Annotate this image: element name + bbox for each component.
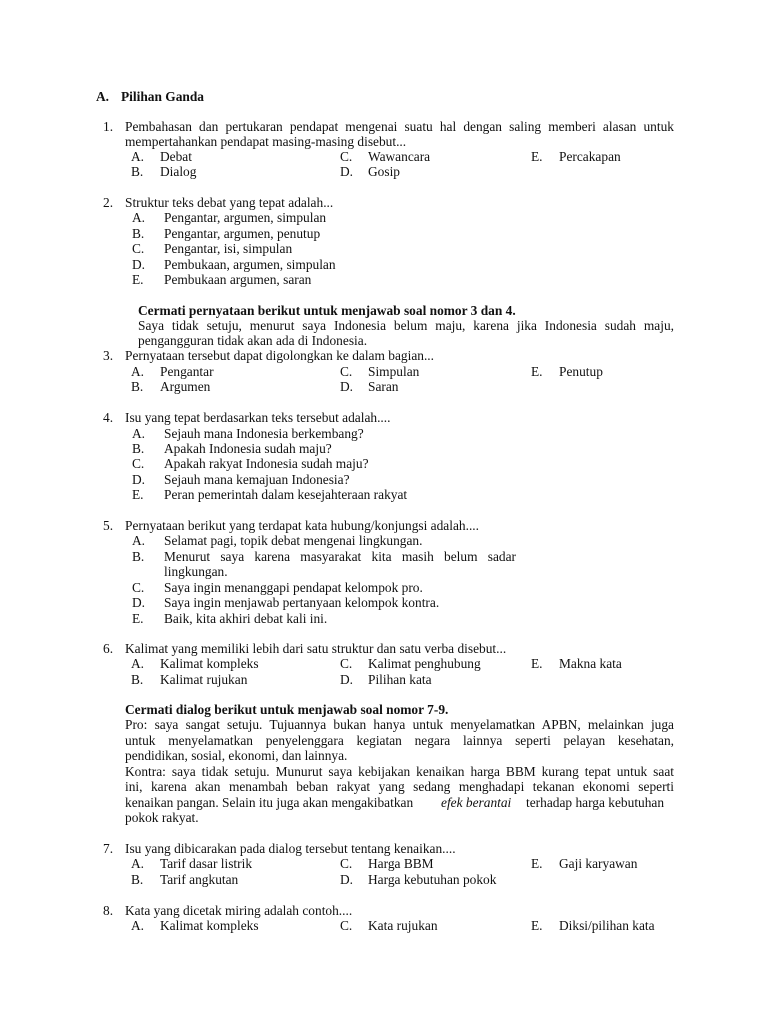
option-d: Pembukaan, argumen, simpulan xyxy=(164,257,336,272)
option-b: Dialog xyxy=(160,164,197,179)
option-label: E. xyxy=(531,656,543,671)
option-e: Diksi/pilihan kata xyxy=(559,918,655,933)
context-text: Pro: saya sangat setuju. Tujuannya bukan hanya untuk menyelamatkan APBN, melainkan juga xyxy=(125,717,674,732)
option-label: E. xyxy=(132,611,144,626)
option-e: Peran pemerintah dalam kesejahteraan rakyat xyxy=(164,487,408,502)
option-a: Selamat pagi, topik debat mengenai lingkungan. xyxy=(164,533,423,548)
option-a: Pengantar, argumen, simpulan xyxy=(164,210,327,225)
option-label: A. xyxy=(131,656,145,671)
option-label: C. xyxy=(340,856,353,871)
context-text: Kontra: saya tidak setuju. Munurut saya kebijakan kenaikan harga BBM kurang tepat untuk saat xyxy=(125,764,674,779)
context-text: Saya tidak setuju, menurut saya Indonesia belum maju, karena jika Indonesia sudah maju, xyxy=(138,318,674,333)
option-label: B. xyxy=(132,441,145,456)
question-number: 8. xyxy=(103,903,114,918)
option-label: B. xyxy=(132,226,145,241)
option-label: A. xyxy=(131,149,145,164)
question-number: 1. xyxy=(103,119,114,134)
option-label: A. xyxy=(131,364,145,379)
option-label: B. xyxy=(131,379,144,394)
option-label: D. xyxy=(132,595,146,610)
option-label: C. xyxy=(132,580,145,595)
option-label: C. xyxy=(132,241,145,256)
option-e: Penutup xyxy=(559,364,603,379)
question-text: Isu yang tepat berdasarkan teks tersebut adalah.... xyxy=(125,410,391,425)
section-title: Pilihan Ganda xyxy=(121,89,204,104)
option-label: D. xyxy=(340,379,354,394)
option-label: E. xyxy=(531,918,543,933)
option-b: Tarif angkutan xyxy=(160,872,239,887)
option-label: D. xyxy=(340,164,354,179)
question-number: 7. xyxy=(103,841,114,856)
option-label: A. xyxy=(132,210,146,225)
option-label: B. xyxy=(131,872,144,887)
option-e: Pembukaan argumen, saran xyxy=(164,272,312,287)
option-label: C. xyxy=(132,456,145,471)
context-text: kenaikan pangan. Selain itu juga akan mengakibatkan xyxy=(125,795,414,810)
option-b: Argumen xyxy=(160,379,211,394)
option-d: Saya ingin menjawab pertanyaan kelompok kontra. xyxy=(164,595,440,610)
option-a: Kalimat kompleks xyxy=(160,656,259,671)
option-c: Wawancara xyxy=(368,149,431,164)
option-label: B. xyxy=(131,164,144,179)
question-text: Struktur teks debat yang tepat adalah... xyxy=(125,195,334,210)
option-label: B. xyxy=(131,672,144,687)
context-text: pokok rakyat. xyxy=(125,810,199,825)
context-text: untuk menyelamatkan penyelenggara kegiatan negara lainnya seperti pelayan kesehatan, xyxy=(125,733,674,748)
question-number: 3. xyxy=(103,348,114,363)
option-e: Makna kata xyxy=(559,656,622,671)
option-label: E. xyxy=(531,364,543,379)
option-c: Harga BBM xyxy=(368,856,434,871)
option-c: Kata rujukan xyxy=(368,918,438,933)
italic-phrase: efek berantai xyxy=(441,795,512,810)
context-text: ini, karena akan menambah beban rakyat yang sedang menghadapi tekanan ekonomi seperti xyxy=(125,779,674,794)
option-label: D. xyxy=(132,257,146,272)
option-c: Saya ingin menanggapi pendapat kelompok pro. xyxy=(164,580,423,595)
option-label: E. xyxy=(132,487,144,502)
option-label: E. xyxy=(132,272,144,287)
question-number: 5. xyxy=(103,518,114,533)
question-number: 4. xyxy=(103,410,114,425)
section-letter: A. xyxy=(96,89,110,104)
option-e: Percakapan xyxy=(559,149,621,164)
option-label: E. xyxy=(531,149,543,164)
question-number: 6. xyxy=(103,641,114,656)
question-text: Kalimat yang memiliki lebih dari satu struktur dan satu verba disebut... xyxy=(125,641,507,656)
option-b: Menurut saya karena masyarakat kita masih belum sadar xyxy=(164,549,516,564)
question-text: Kata yang dicetak miring adalah contoh.... xyxy=(125,903,353,918)
context-text-cont: pengangguran tidak akan ada di Indonesia. xyxy=(138,333,368,348)
option-a: Sejauh mana Indonesia berkembang? xyxy=(164,426,364,441)
option-label: D. xyxy=(340,872,354,887)
context-text: pendidikan, sosial, ekonomi, dan lainnya. xyxy=(125,748,348,763)
option-label: C. xyxy=(340,918,353,933)
option-label: B. xyxy=(132,549,145,564)
option-d: Gosip xyxy=(368,164,400,179)
option-label: A. xyxy=(132,426,146,441)
option-e: Baik, kita akhiri debat kali ini. xyxy=(164,611,328,626)
question-text: Isu yang dibicarakan pada dialog tersebut tentang kenaikan.... xyxy=(125,841,456,856)
option-b-cont: lingkungan. xyxy=(164,564,228,579)
option-label: C. xyxy=(340,364,353,379)
option-b: Apakah Indonesia sudah maju? xyxy=(164,441,332,456)
option-a: Debat xyxy=(160,149,192,164)
option-d: Sejauh mana kemajuan Indonesia? xyxy=(164,472,350,487)
question-text-cont: mempertahankan pendapat masing-masing disebut... xyxy=(125,134,407,149)
option-label: D. xyxy=(340,672,354,687)
option-a: Pengantar xyxy=(160,364,214,379)
option-e: Gaji karyawan xyxy=(559,856,638,871)
option-label: C. xyxy=(340,656,353,671)
option-label: D. xyxy=(132,472,146,487)
option-label: E. xyxy=(531,856,543,871)
option-label: C. xyxy=(340,149,353,164)
context-title: Cermati pernyataan berikut untuk menjawab soal nomor 3 dan 4. xyxy=(138,303,516,318)
option-c: Kalimat penghubung xyxy=(368,656,481,671)
question-text: Pernyataan tersebut dapat digolongkan ke dalam bagian... xyxy=(125,348,434,363)
option-a: Tarif dasar listrik xyxy=(160,856,253,871)
question-text: Pernyataan berikut yang terdapat kata hubung/konjungsi adalah.... xyxy=(125,518,480,533)
question-number: 2. xyxy=(103,195,114,210)
option-d: Saran xyxy=(368,379,399,394)
option-c: Apakah rakyat Indonesia sudah maju? xyxy=(164,456,369,471)
option-a: Kalimat kompleks xyxy=(160,918,259,933)
option-b: Kalimat rujukan xyxy=(160,672,248,687)
option-label: A. xyxy=(131,856,145,871)
option-d: Harga kebutuhan pokok xyxy=(368,872,497,887)
option-d: Pilihan kata xyxy=(368,672,432,687)
option-label: A. xyxy=(132,533,146,548)
context-title: Cermati dialog berikut untuk menjawab soal nomor 7-9. xyxy=(125,702,449,717)
context-text: terhadap harga kebutuhan xyxy=(526,795,665,810)
question-text: Pembahasan dan pertukaran pendapat mengenai suatu hal dengan saling memberi alasan untuk xyxy=(125,119,674,134)
option-c: Pengantar, isi, simpulan xyxy=(164,241,293,256)
option-label: A. xyxy=(131,918,145,933)
option-b: Pengantar, argumen, penutup xyxy=(164,226,321,241)
option-c: Simpulan xyxy=(368,364,420,379)
